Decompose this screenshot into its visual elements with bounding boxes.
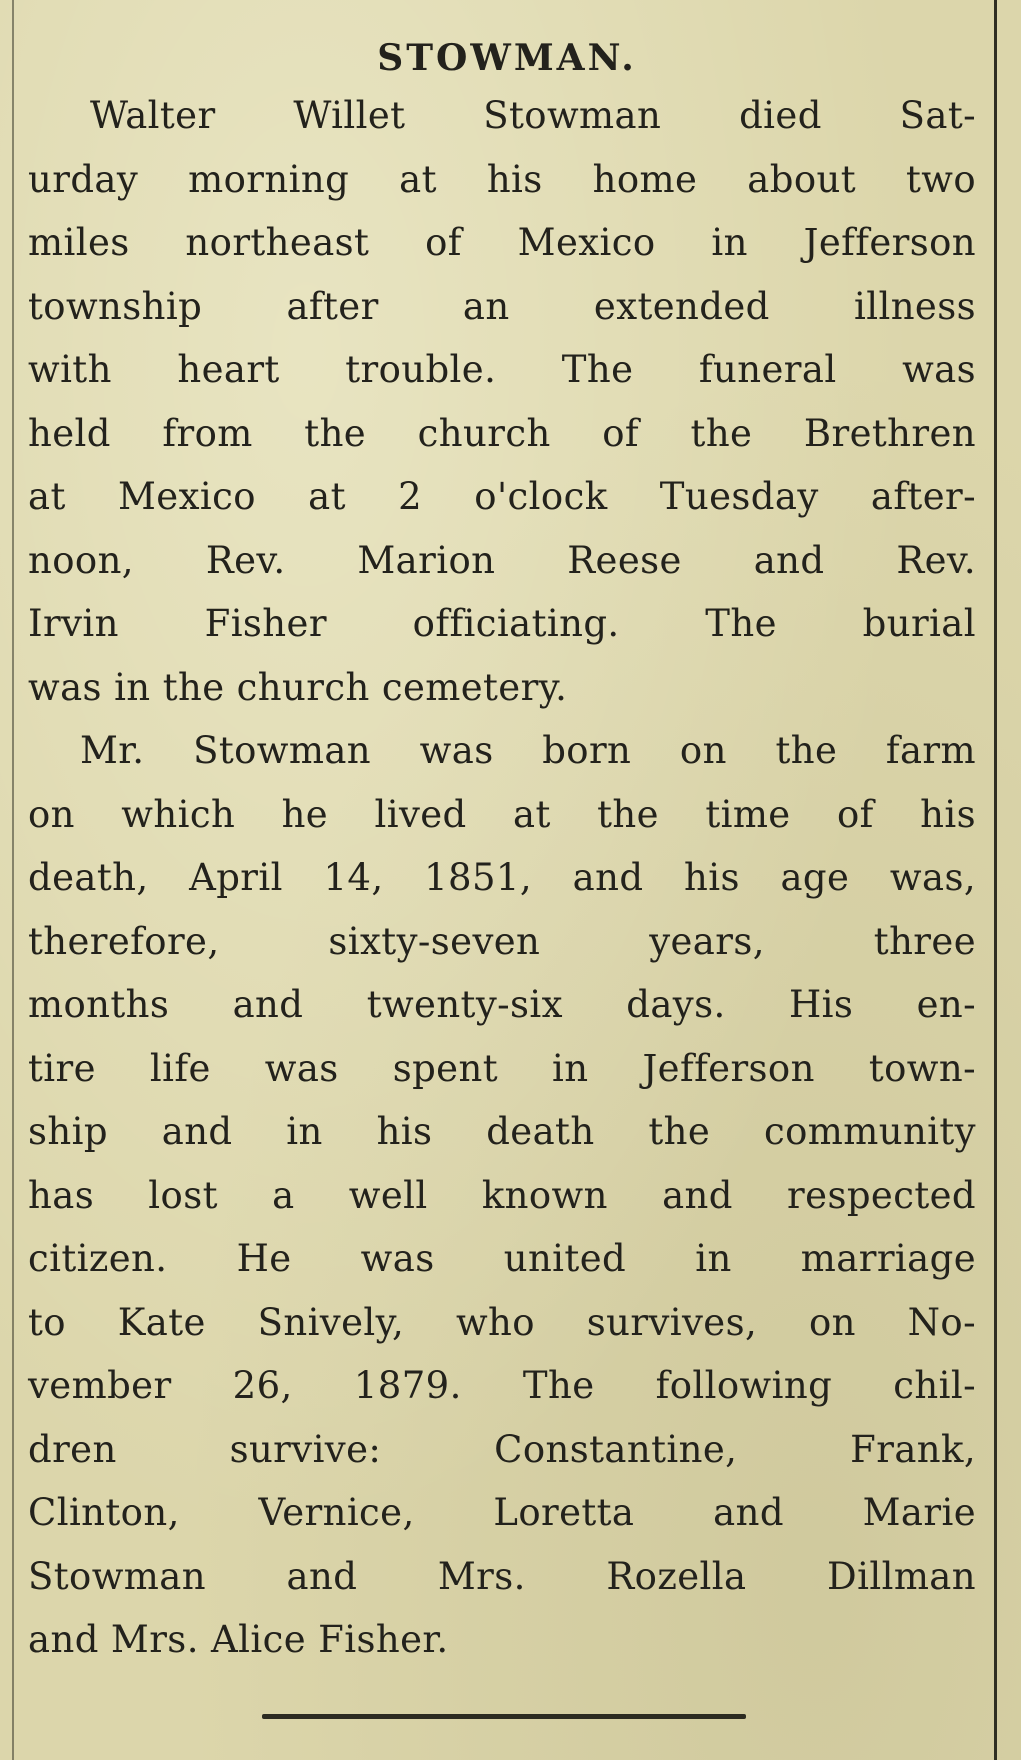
text-line: township after an extended illness bbox=[28, 284, 976, 328]
text-line: ship and in his death the community bbox=[28, 1110, 976, 1153]
text-line: Mr. Stowman was born on the farm bbox=[80, 729, 976, 772]
text-line: Irvin Fisher officiating. The burial bbox=[28, 602, 976, 645]
text-line: to Kate Snively, who survives, on No- bbox=[28, 1300, 976, 1344]
column-rule-right bbox=[994, 0, 997, 1760]
text-line: miles northeast of Mexico in Jefferson bbox=[28, 221, 976, 264]
text-line: dren survive: Constantine, Frank, bbox=[28, 1427, 976, 1471]
text-line: death, April 14, 1851, and his age was, bbox=[28, 856, 976, 899]
text-line: Stowman and Mrs. Rozella Dillman bbox=[28, 1554, 976, 1598]
text-line: at Mexico at 2 o'clock Tuesday after- bbox=[28, 475, 976, 518]
text-line: citizen. He was united in marriage bbox=[28, 1237, 976, 1280]
text-line: tire life was spent in Jefferson town- bbox=[28, 1046, 976, 1090]
column-rule-left bbox=[12, 0, 14, 1760]
text-line: vember 26, 1879. The following chil- bbox=[28, 1364, 976, 1407]
text-line: noon, Rev. Marion Reese and Rev. bbox=[28, 538, 976, 582]
text-line: was in the church cemetery. bbox=[28, 665, 568, 709]
headline: STOWMAN. bbox=[377, 37, 637, 79]
obituary-article bbox=[28, 38, 976, 1672]
end-of-article-rule bbox=[262, 1714, 746, 1719]
text-line: and Mrs. Alice Fisher. bbox=[28, 1618, 449, 1661]
text-line: on which he lived at the time of his bbox=[28, 792, 976, 836]
text-line: urday morning at his home about two bbox=[28, 157, 976, 201]
text-line: therefore, sixty-seven years, three bbox=[28, 919, 976, 963]
text-line: with heart trouble. The funeral was bbox=[28, 348, 976, 391]
paragraph-1 bbox=[28, 84, 976, 719]
text-line: months and twenty-six days. His en- bbox=[28, 983, 976, 1026]
text-line: held from the church of the Brethren bbox=[28, 411, 976, 455]
text-line: Walter Willet Stowman died Sat- bbox=[90, 94, 976, 137]
paragraph-2 bbox=[28, 719, 976, 1672]
text-line: has lost a well known and respected bbox=[28, 1173, 976, 1217]
text-line: Clinton, Vernice, Loretta and Marie bbox=[28, 1491, 976, 1534]
